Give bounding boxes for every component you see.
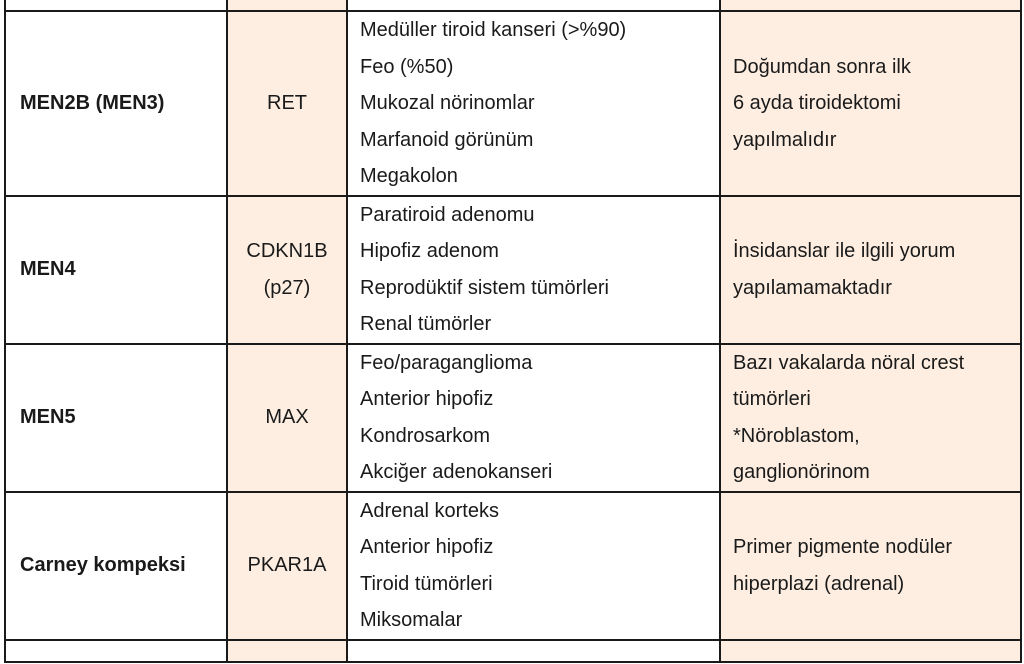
tumor-item: Hipofiz adenom bbox=[360, 240, 499, 262]
tumor-list bbox=[347, 11, 720, 196]
note-line: tümörleri bbox=[733, 388, 811, 410]
tumor-item: Feo/paraganglioma bbox=[360, 351, 533, 374]
tumor-item: Renal tümörler bbox=[360, 313, 492, 335]
tumor-item: Anterior hipofiz bbox=[360, 536, 494, 558]
tumor-item: Megakolon bbox=[360, 165, 458, 187]
table-row bbox=[5, 492, 1021, 640]
tumor-item: Reprodüktif sistem tümörleri bbox=[360, 276, 609, 299]
tumor-cell bbox=[347, 0, 720, 11]
table-row bbox=[5, 196, 1021, 344]
gene-name: PKAR1A bbox=[247, 554, 327, 577]
tumor-item: Anterior hipofiz bbox=[360, 388, 494, 410]
note-line: 6 ayda tiroidektomi bbox=[733, 92, 901, 114]
gene-cell bbox=[227, 0, 347, 11]
table-row bbox=[5, 11, 1021, 196]
gene-name: (p27) bbox=[263, 276, 311, 299]
tumor-item: Akciğer adenokanseri bbox=[360, 461, 553, 483]
tumor-cell bbox=[347, 640, 720, 662]
syndrome-name: MEN5 bbox=[5, 344, 227, 492]
gene-cell bbox=[227, 11, 347, 196]
note-line: Doğumdan sonra ilk bbox=[733, 55, 911, 78]
note-line: Bazı vakalarda nöral crest bbox=[733, 351, 965, 374]
table-row-partial-top bbox=[5, 0, 1021, 11]
syndrome-name: MEN4 bbox=[5, 196, 227, 344]
note-line: *Nöroblastom, bbox=[733, 424, 860, 447]
syndrome-name: Carney kompeksi bbox=[5, 492, 227, 640]
tumor-item: Medüller tiroid kanseri (>%90) bbox=[360, 19, 627, 41]
tumor-item: Mukozal nörinomlar bbox=[360, 92, 535, 114]
note-cell bbox=[720, 492, 1021, 640]
table-row-partial-bottom bbox=[5, 640, 1021, 662]
note-line: yapılamamaktadır bbox=[733, 276, 892, 299]
tumor-list bbox=[347, 492, 720, 640]
note-cell bbox=[720, 11, 1021, 196]
note-cell bbox=[720, 640, 1021, 662]
gene-cell bbox=[227, 492, 347, 640]
tumor-item: Tiroid tümörleri bbox=[360, 572, 493, 595]
note-cell bbox=[720, 344, 1021, 492]
note-cell bbox=[720, 0, 1021, 11]
gene-name: MAX bbox=[265, 406, 309, 429]
note-line: yapılmalıdır bbox=[733, 128, 837, 151]
note-line: hiperplazi (adrenal) bbox=[733, 572, 905, 595]
note-line: Primer pigmente nodüler bbox=[733, 536, 952, 558]
tumor-item: Feo (%50) bbox=[360, 55, 454, 78]
gene-name: CDKN1B bbox=[246, 240, 328, 262]
gene-cell bbox=[227, 344, 347, 492]
note-line: ganglionörinom bbox=[733, 461, 870, 483]
note-cell bbox=[720, 196, 1021, 344]
gene-name: RET bbox=[267, 92, 307, 114]
tumor-item: Adrenal korteks bbox=[360, 499, 499, 522]
syndrome-table bbox=[4, 0, 1022, 663]
syndrome-name: MEN2B (MEN3) bbox=[5, 11, 227, 196]
tumor-item: Kondrosarkom bbox=[360, 424, 491, 447]
name-cell bbox=[5, 0, 227, 11]
gene-cell bbox=[227, 640, 347, 662]
tumor-item: Marfanoid görünüm bbox=[360, 128, 534, 151]
gene-cell bbox=[227, 196, 347, 344]
tumor-list bbox=[347, 344, 720, 492]
name-cell bbox=[5, 640, 227, 662]
tumor-item: Paratiroid adenomu bbox=[360, 203, 535, 226]
tumor-item: Miksomalar bbox=[360, 609, 463, 631]
note-line: İnsidanslar ile ilgili yorum bbox=[733, 240, 956, 262]
tumor-list bbox=[347, 196, 720, 344]
table-row bbox=[5, 344, 1021, 492]
